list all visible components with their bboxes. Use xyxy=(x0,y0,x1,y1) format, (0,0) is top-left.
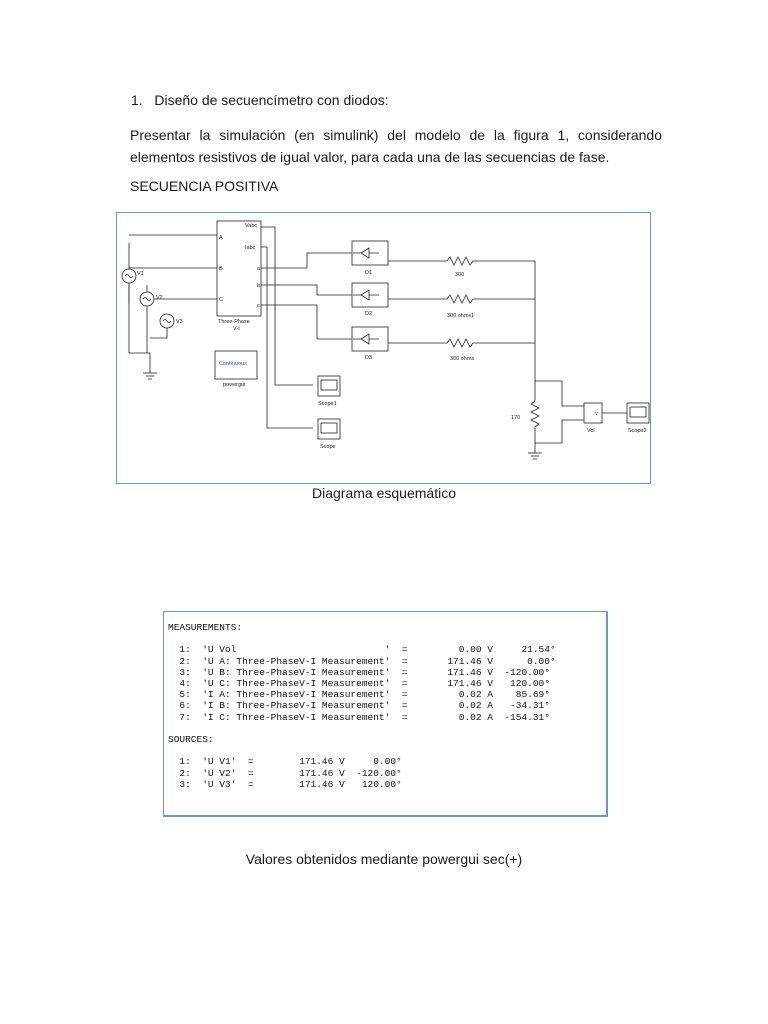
label-r3: 300 ohms xyxy=(450,356,475,362)
source-row: 1: 'U V1' = 171.46 V 0.00° xyxy=(168,756,402,768)
label-d2: D2 xyxy=(365,311,373,317)
sources-header: SOURCES: xyxy=(168,734,214,746)
ground-left-icon xyxy=(143,353,157,379)
voltage-source-v1 xyxy=(122,269,136,283)
label-r1: 300 xyxy=(455,272,465,278)
label-powergui: powergui xyxy=(223,382,246,388)
diode-d1-block xyxy=(352,241,388,265)
label-port-B: B xyxy=(219,266,223,272)
label-port-a: a xyxy=(257,266,261,272)
measurement-row: 4: 'U C: Three-PhaseV-I Measurement' = 171.46 V 120.00° xyxy=(168,678,550,690)
schematic-diagram xyxy=(116,212,651,484)
scope2-icon xyxy=(627,403,649,423)
label-d3: D3 xyxy=(365,355,373,361)
voltage-source-v2 xyxy=(140,292,154,306)
scope1-icon xyxy=(318,376,340,396)
label-port-b: b xyxy=(257,283,261,289)
source-row: 3: 'U V3' = 171.46 V 120.00° xyxy=(168,778,402,790)
resistor-300 xyxy=(447,257,473,265)
label-vol: Vol xyxy=(587,428,595,434)
label-d1: D1 xyxy=(365,270,373,276)
measurement-row: 5: 'I A: Three-PhaseV-I Measurement' = 0.02 A 85.69° xyxy=(168,689,550,701)
measurement-row: 2: 'U A: Three-PhaseV-I Measurement' = 171.46 V 0.00° xyxy=(168,655,556,667)
diode-d2-block xyxy=(352,283,388,307)
measurement-row: 3: 'U B: Three-PhaseV-I Measurement' = 171.46 V -120.00° xyxy=(168,666,550,678)
label-scope1: Scope1 xyxy=(318,401,337,407)
label-port-c: c xyxy=(257,303,260,309)
label-r2: 300 ohms1 xyxy=(447,313,475,319)
scope-icon xyxy=(318,419,340,439)
label-port-A: A xyxy=(219,235,223,241)
ground-right-icon xyxy=(528,453,542,459)
label-scope: Scope xyxy=(320,444,336,450)
label-v2: V2 xyxy=(156,295,163,301)
label-iabc: Iabc xyxy=(245,245,256,251)
resistor-300-ohms1 xyxy=(447,295,473,303)
three-phase-vi-block xyxy=(217,221,261,316)
measurement-row: 1: 'U Vol ' = 0.00 V 21.54° xyxy=(168,644,556,656)
label-v-sensor: v xyxy=(595,411,598,417)
schematic-svg xyxy=(117,213,650,483)
label-v1: V1 xyxy=(137,271,144,277)
resistor-170 xyxy=(531,401,539,427)
label-continuous: Continuous xyxy=(219,361,247,367)
diagram-caption: Diagrama esquemático xyxy=(312,485,456,501)
label-vabc: Vabc xyxy=(245,223,258,229)
measurements-panel xyxy=(163,611,608,817)
voltage-measurement-block xyxy=(584,403,602,423)
label-three-phase: Three-Phase xyxy=(218,319,250,325)
measurement-row: 7: 'I C: Three-PhaseV-I Measurement' = 0.02 A -154.31° xyxy=(168,711,550,723)
label-vi: V-I xyxy=(233,326,240,332)
measurements-header: MEASUREMENTS: xyxy=(168,622,243,633)
section-heading: 1. Diseño de secuencímetro con diodos: xyxy=(131,92,389,108)
measurement-row: 6: 'I B: Three-PhaseV-I Measurement' = 0.02 A -34.31° xyxy=(168,700,550,712)
source-row: 2: 'U V2' = 171.46 V -120.00° xyxy=(168,767,402,779)
measurements-caption: Valores obtenidos mediante powergui sec(+) xyxy=(245,851,523,867)
sequence-subheading: SECUENCIA POSITIVA xyxy=(130,178,279,194)
label-port-C: C xyxy=(219,297,223,303)
label-scope2: Scope2 xyxy=(628,428,647,434)
label-v3: V3 xyxy=(176,319,183,325)
voltage-source-v3 xyxy=(160,314,174,328)
instruction-paragraph: Presentar la simulación (en simulink) del modelo de la figura 1, considerando elementos resistivos de igual valor, para cada una de las secuencias de fase. xyxy=(130,127,662,165)
resistor-300-ohms xyxy=(447,339,473,347)
measurements-text xyxy=(168,622,556,790)
diode-d3-block xyxy=(352,327,388,351)
label-r-load: 170 xyxy=(511,415,521,421)
